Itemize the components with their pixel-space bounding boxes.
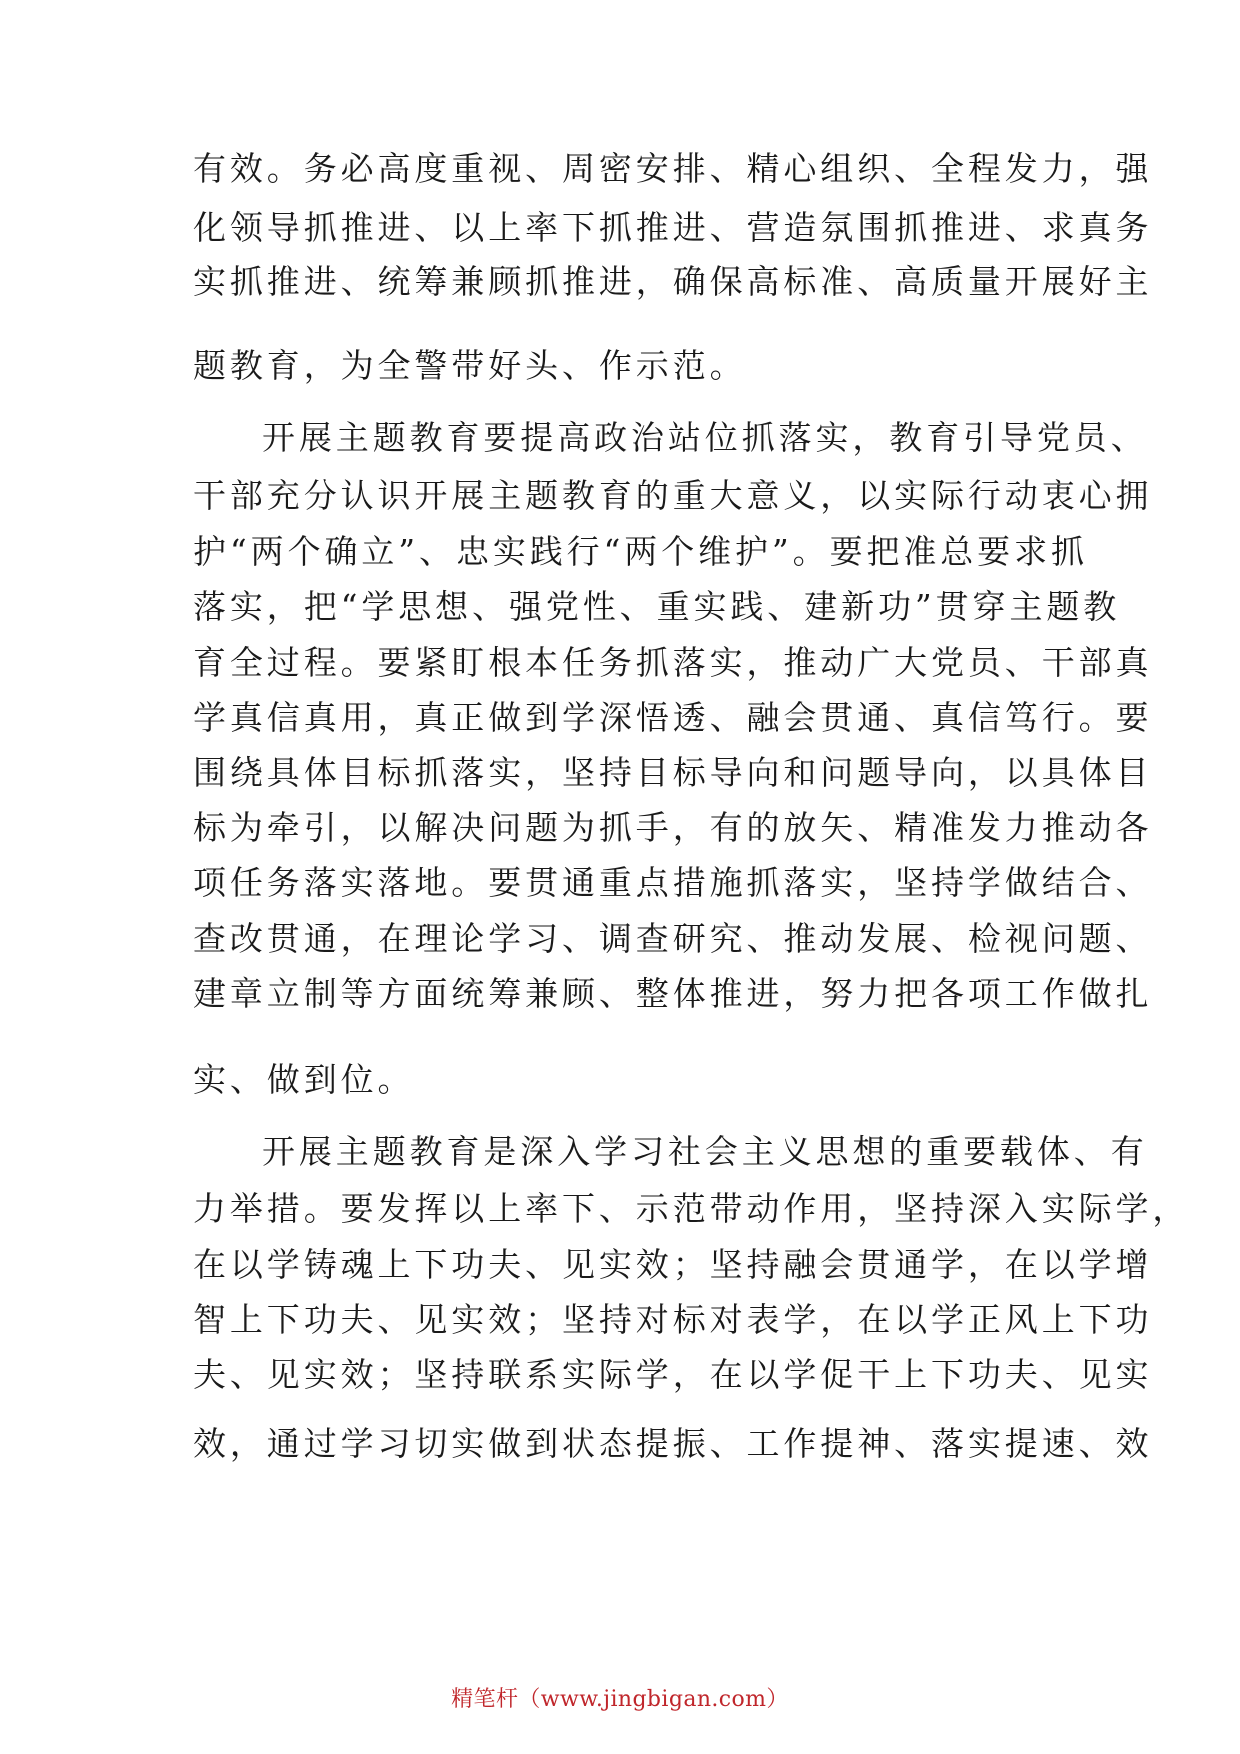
paragraph-line: 学真信真用，真正做到学深悟透、融会贯通、真信笃行。要 [193, 698, 1153, 737]
paragraph-line: 力举措。要发挥以上率下、示范带动作用，坚持深入实际学， [193, 1189, 1190, 1228]
paragraph-line: 开展主题教育要提高政治站位抓落实，教育引导党员、 [262, 418, 1148, 457]
paragraph-line: 干部充分认识开展主题教育的重大意义，以实际行动衷心拥 [193, 476, 1153, 515]
paragraph-line: 题教育，为全警带好头、作示范。 [193, 346, 747, 385]
paragraph-line: 标为牵引，以解决问题为抓手，有的放矢、精准发力推动各 [193, 808, 1153, 847]
footer-watermark-text: 精笔杆（www.jingbigan.com） [451, 1687, 789, 1712]
paragraph-line: 围绕具体目标抓落实，坚持目标导向和问题导向，以具体目 [193, 753, 1153, 792]
paragraph-line: 育全过程。要紧盯根本任务抓落实，推动广大党员、干部真 [193, 643, 1153, 682]
paragraph-line: 项任务落实落地。要贯通重点措施抓落实，坚持学做结合、 [193, 863, 1153, 902]
paragraph-line: 查改贯通，在理论学习、调查研究、推动发展、检视问题、 [193, 919, 1153, 958]
paragraph-line: 在以学铸魂上下功夫、见实效；坚持融会贯通学，在以学增 [193, 1245, 1153, 1284]
paragraph-line: 有效。务必高度重视、周密安排、精心组织、全程发力，强 [193, 149, 1153, 188]
paragraph-line: 落实，把“学思想、强党性、重实践、建新功”贯穿主题教 [193, 587, 1121, 626]
paragraph-line: 开展主题教育是深入学习社会主义思想的重要载体、有 [262, 1132, 1148, 1171]
paragraph-line: 化领导抓推进、以上率下抓推进、营造氛围抓推进、求真务 [193, 208, 1153, 247]
paragraph-line: 建章立制等方面统筹兼顾、整体推进，努力把各项工作做扎 [193, 974, 1153, 1013]
paragraph-line: 效，通过学习切实做到状态提振、工作提神、落实提速、效 [193, 1424, 1153, 1463]
paragraph-line: 夫、见实效；坚持联系实际学，在以学促干上下功夫、见实 [193, 1355, 1153, 1394]
paragraph-line: 智上下功夫、见实效；坚持对标对表学，在以学正风上下功 [193, 1300, 1153, 1339]
paragraph-line: 实、做到位。 [193, 1060, 415, 1099]
paragraph-line: 护“两个确立”、忠实践行“两个维护”。要把准总要求抓 [193, 532, 1088, 571]
paragraph-line: 实抓推进、统筹兼顾抓推进，确保高标准、高质量开展好主 [193, 262, 1153, 301]
